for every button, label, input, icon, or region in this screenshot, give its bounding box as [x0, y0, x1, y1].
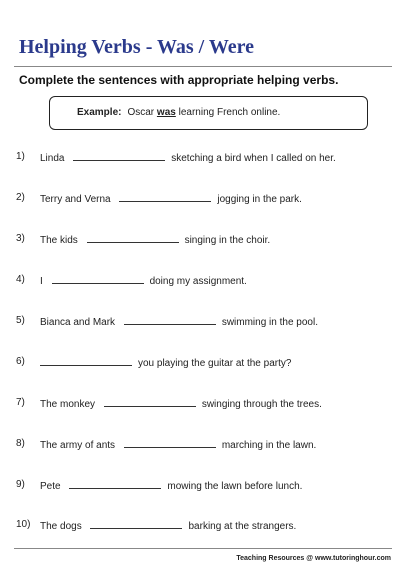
question-subject: Bianca and Mark [40, 317, 116, 328]
question-rest: marching in the lawn. [221, 440, 317, 451]
question-number: 5) [16, 315, 25, 326]
question-number: 6) [16, 356, 25, 367]
example-label: Example: [77, 107, 122, 118]
question-rest: you playing the guitar at the party? [138, 358, 292, 369]
question-rest: doing my assignment. [149, 276, 247, 287]
title-divider [14, 66, 392, 67]
instructions-text: Complete the sentences with appropriate helping verbs. [19, 73, 339, 87]
question-number: 2) [16, 192, 25, 203]
question-rest: mowing the lawn before lunch. [167, 481, 303, 492]
question-subject: I [40, 276, 43, 287]
footer-credit: Teaching Resources @ www.tutoringhour.com [236, 555, 391, 562]
example-answer: was [156, 107, 176, 118]
question-rest: swinging through the trees. [201, 399, 322, 410]
question-number: 1) [16, 151, 25, 162]
question-number: 4) [16, 274, 25, 285]
answer-blank[interactable] [69, 479, 161, 489]
answer-blank[interactable] [40, 356, 132, 366]
question-subject: Pete [40, 481, 61, 492]
answer-blank[interactable] [104, 397, 196, 407]
question-number: 9) [16, 479, 25, 490]
question-subject: The army of ants [40, 440, 116, 451]
question-number: 8) [16, 438, 25, 449]
question-subject: The dogs [40, 521, 82, 532]
example-after: learning French online. [175, 107, 281, 118]
example-sentence [77, 107, 280, 118]
question-rest: barking at the strangers. [188, 521, 297, 532]
answer-blank[interactable] [87, 233, 179, 243]
question-subject: Linda [40, 153, 65, 164]
answer-blank[interactable] [73, 151, 165, 161]
answer-blank[interactable] [124, 438, 216, 448]
question-number: 3) [16, 233, 25, 244]
question-subject: Terry and Verna [40, 194, 111, 205]
footer-divider [14, 548, 392, 549]
answer-blank[interactable] [119, 192, 211, 202]
answer-blank[interactable] [124, 315, 216, 325]
question-number: 10) [16, 519, 31, 530]
question-rest: jogging in the park. [217, 194, 302, 205]
question-rest: sketching a bird when I called on her. [171, 153, 336, 164]
question-rest: singing in the choir. [184, 235, 271, 246]
answer-blank[interactable] [90, 519, 182, 529]
worksheet-title: Helping Verbs - Was / Were [19, 36, 255, 58]
question-subject: The kids [40, 235, 78, 246]
example-box [49, 96, 368, 130]
example-before: Oscar [127, 107, 157, 118]
question-rest: swimming in the pool. [221, 317, 318, 328]
question-number: 7) [16, 397, 25, 408]
question-subject: The monkey [40, 399, 96, 410]
answer-blank[interactable] [52, 274, 144, 284]
